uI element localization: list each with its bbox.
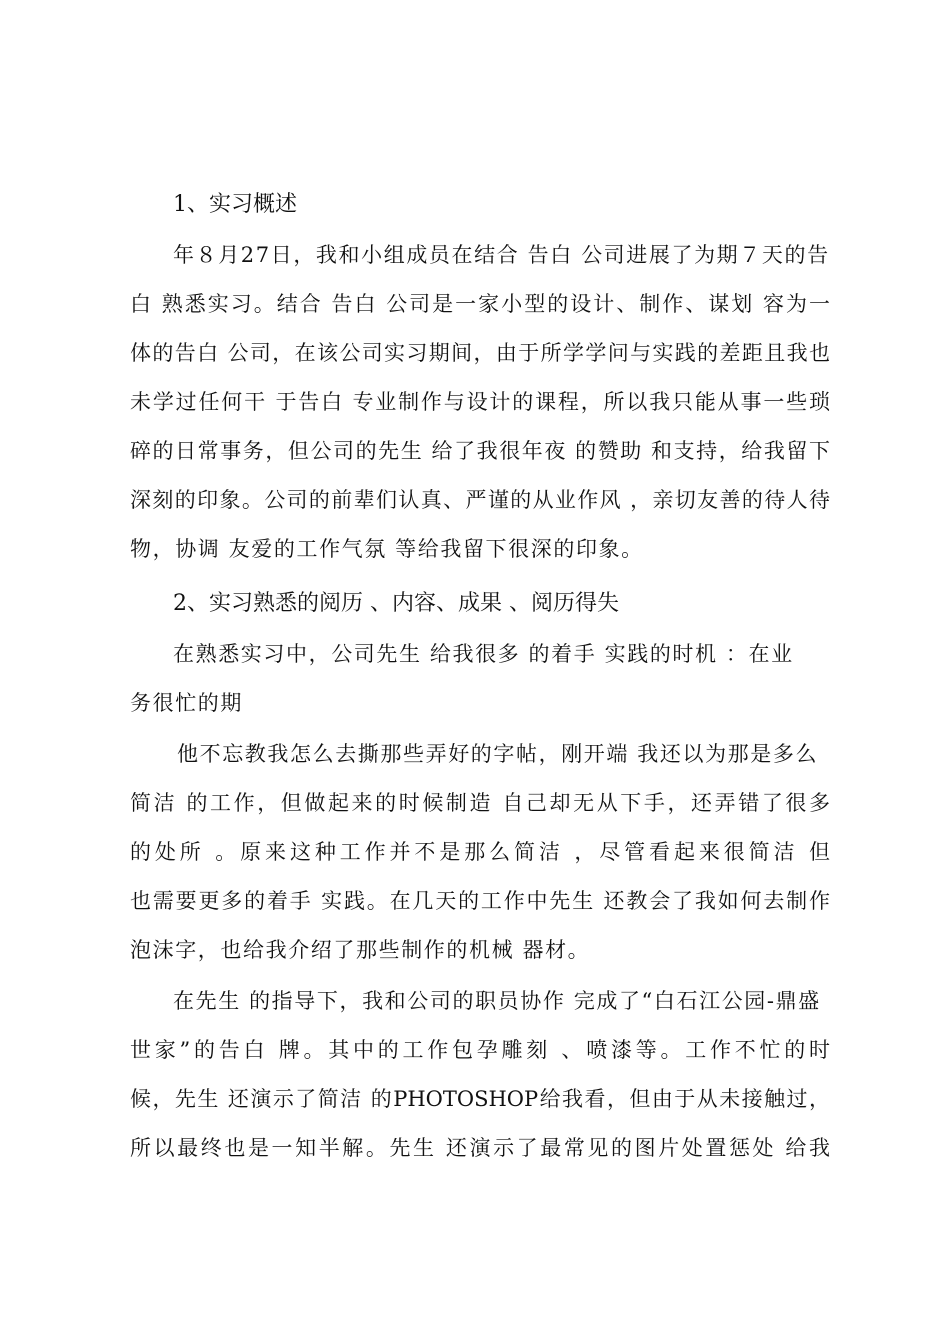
paragraph-lettering [130,730,830,975]
text-line: 深刻的印象。公司的前辈们认真、严谨的从业作风 ，亲切友善的待人待 [130,488,830,512]
text-line: 在先生 的指导下，我和公司的职员协作 完成了“白石江公园-鼎盛 [173,989,821,1013]
paragraph-practice [130,630,830,728]
paragraph-billboard [130,977,830,1173]
text-line: 在熟悉实习中，公司先生 给我很多 的着手 实践的时机 ：在业 [173,642,794,666]
section-heading-experience: 2、实习熟悉的阅历 、内容、成果 、阅历得失 [173,591,619,616]
text-line: 也需要更多的着手 实践。在几天的工作中先生 还教会了我如何去制作 [130,889,830,913]
text-line: 候，先生 还演示了简洁 的PHOTOSHOP给我看，但由于从未接触过， [130,1087,830,1111]
text-line: 他不忘教我怎么去撕那些弄好的字帖，刚开端 我还以为那是多么 [177,742,819,766]
text-line: 简洁 的工作，但做起来的时候制造 自己却无从下手，还弄错了很多 [130,791,830,815]
text-line: 碎的日常事务，但公司的先生 给了我很年夜 的赞助 和支持，给我留下 [130,439,830,463]
text-line: 所以最终也是一知半解。先生 还演示了最常见的图片处置惩处 给我 [130,1136,830,1160]
section-heading-overview: 1、实习概述 [173,192,297,217]
text-line: 的处所 。原来这种工作并不是那么简洁 ，尽管看起来很简洁 但 [130,840,830,864]
text-line: 年８月27日，我和小组成员在结合 告白 公司进展了为期７天的告 [173,243,830,267]
text-line: 白 熟悉实习。结合 告白 公司是一家小型的设计、制作、谋划 容为一 [130,292,830,316]
text-line: 未学过任何干 于告白 专业制作与设计的课程，所以我只能从事一些琐 [130,390,830,414]
paragraph-overview [130,231,830,574]
text-line: 体的告白 公司，在该公司实习期间，由于所学学问与实践的差距且我也 [130,341,830,365]
text-line: 泡沫字，也给我介绍了那些制作的机械 器材。 [130,938,591,962]
text-line: 务很忙的期 [130,691,243,715]
text-line: 物，协调 友爱的工作气氛 等给我留下很深的印象。 [130,537,644,561]
text-line: 世家”的告白 牌。其中的工作包孕雕刻 、喷漆等。工作不忙的时 [130,1038,830,1062]
